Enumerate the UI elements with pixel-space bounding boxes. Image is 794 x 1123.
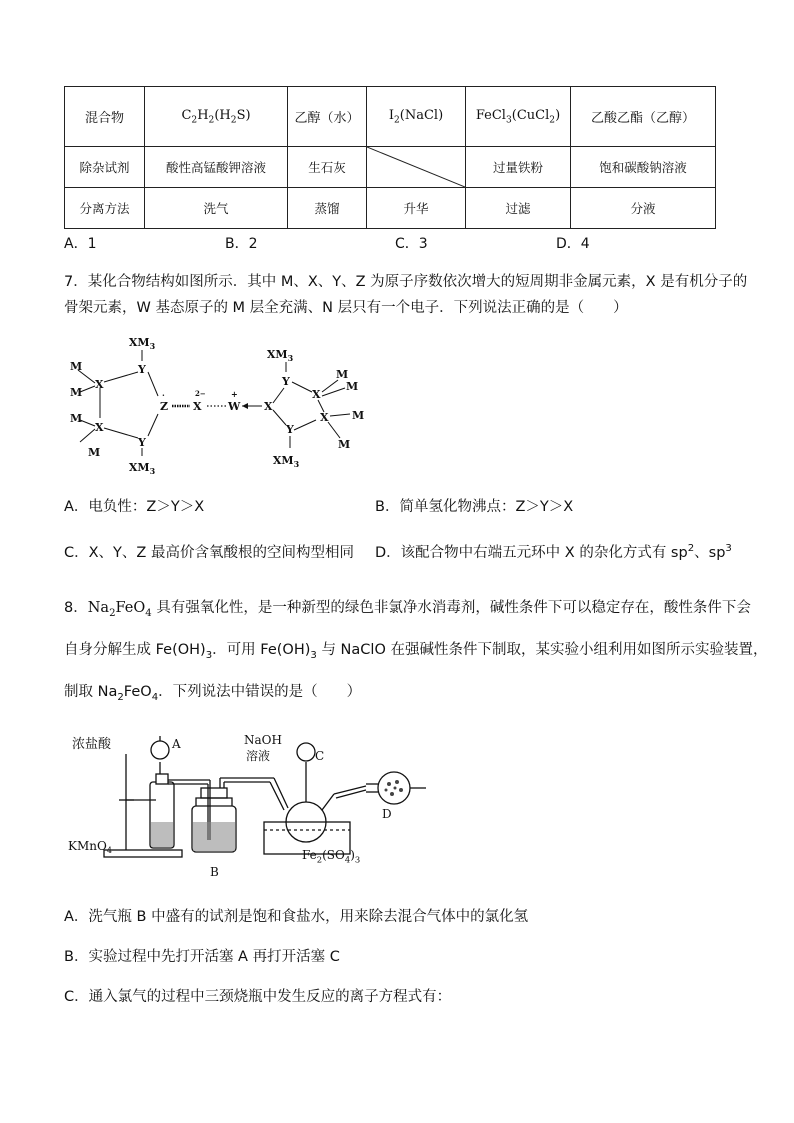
q8-stem-line3: 制取 $Na_2FeO_4$．下列说法中错误的是（ ） xyxy=(64,684,362,703)
label-b: B xyxy=(210,865,219,879)
q7-option-c[interactable]: C．X、Y、Z 最高价含氧酸根的空间构型相同 xyxy=(64,545,354,561)
table-cell: 分液 xyxy=(571,188,716,229)
option-d[interactable]: D．4 xyxy=(556,236,590,252)
atom-y: Y xyxy=(138,436,146,449)
q8-stem-line2: 自身分解生成 $Fe(OH)_3$．可用 $Fe(OH)_3$ 与 NaClO 在强碱性条件下制取，某实验小组利用如图所示实验装置， xyxy=(64,642,768,661)
row-head: 混合物 xyxy=(65,87,145,147)
table-cell: 酸性高锰酸钾溶液 xyxy=(145,147,288,188)
q8-option-b[interactable]: B．实验过程中先打开活塞 A 再打开活塞 C xyxy=(64,949,340,965)
label-d: D xyxy=(382,807,392,821)
atom-x: X xyxy=(312,388,321,401)
apparatus-diagram xyxy=(64,722,444,882)
xm3-label: $XM_3$ xyxy=(266,348,294,363)
q8-stem-line1: 8．$Na_2FeO_4$ 具有强氧化性，是一种新型的绿色非氯净水消毒剂，碱性条件下可以稳定存在，酸性条件下会 xyxy=(64,600,751,619)
table-cell: 升华 xyxy=(367,188,466,229)
mixture-table xyxy=(64,86,716,229)
q7-option-a[interactable]: A．电负性：Z＞Y＞X xyxy=(64,499,205,515)
table-row xyxy=(65,147,716,188)
table-cell: $I_2(NaCl)$ xyxy=(367,87,466,147)
table-cell: 乙醇（水） xyxy=(288,87,367,147)
atom-x: X xyxy=(320,411,329,424)
atom-m: M xyxy=(70,412,83,425)
atom-m: M xyxy=(336,368,349,381)
kmno4-label: KMnO$_4$ xyxy=(68,839,112,855)
diagonal-empty-cell xyxy=(367,147,466,188)
atom-m: M xyxy=(70,386,83,399)
table-cell: 生石灰 xyxy=(288,147,367,188)
q8-option-c[interactable]: C．通入氯气的过程中三颈烧瓶中发生反应的离子方程式有： xyxy=(64,989,452,1005)
row-head: 除杂试剂 xyxy=(65,147,145,188)
table-cell: FeCl$_3$(CuCl$_2$) xyxy=(466,87,571,147)
table-row xyxy=(65,188,716,229)
table-cell: 饱和碳酸钠溶液 xyxy=(571,147,716,188)
q7-stem-line1: 7．某化合物结构如图所示．其中 M、X、Y、Z 为原子序数依次增大的短周期非金属元素，X 是有机分子的 xyxy=(64,274,748,290)
table-cell: 过滤 xyxy=(466,188,571,229)
q8-option-a[interactable]: A．洗气瓶 B 中盛有的试剂是饱和食盐水，用来除去混合气体中的氯化氢 xyxy=(64,909,529,925)
atom-y: Y xyxy=(282,375,290,388)
atom-m: M xyxy=(352,409,365,422)
atom-z: Z xyxy=(160,400,169,413)
complex-structure-diagram xyxy=(60,328,380,478)
atom-m: M xyxy=(338,438,351,451)
atom-m: M xyxy=(70,360,83,373)
option-c[interactable]: C．3 xyxy=(395,236,428,252)
atom-m: M xyxy=(346,380,359,393)
solution-label: 溶液 xyxy=(246,749,271,763)
option-b[interactable]: B．2 xyxy=(225,236,258,252)
xm3-label: $XM_3$ xyxy=(272,454,300,469)
svg-text:·: · xyxy=(162,390,165,400)
q7-option-d[interactable]: D．该配合物中右端五元环中 X 的杂化方式有 $sp^2$、$sp^3$ xyxy=(375,543,732,561)
atom-x: X xyxy=(95,421,104,434)
q7-stem-line2: 骨架元素，W 基态原子的 M 层全充满、N 层只有一个电子．下列说法正确的是（ ） xyxy=(64,300,628,316)
atom-x: X xyxy=(95,378,104,391)
row-head: 分离方法 xyxy=(65,188,145,229)
fe2so43-label: $Fe_2(SO_4)_3$ xyxy=(302,848,361,865)
charge-label: 2− xyxy=(195,389,206,398)
table-cell: $C_2H_2(H_2S)$ xyxy=(145,87,288,147)
table-cell: 过量铁粉 xyxy=(466,147,571,188)
label-c: C xyxy=(315,749,325,763)
xm3-label: $XM_3$ xyxy=(128,336,156,351)
charge-label: + xyxy=(231,389,238,399)
option-a[interactable]: A．1 xyxy=(64,236,97,252)
atom-w: W xyxy=(228,400,241,413)
xm3-label: $XM_3$ xyxy=(128,461,156,476)
atom-y: Y xyxy=(138,363,146,376)
table-cell: 蒸馏 xyxy=(288,188,367,229)
hcl-label: 浓盐酸 xyxy=(72,737,112,752)
q7-option-b[interactable]: B．简单氢化物沸点：Z＞Y＞X xyxy=(375,499,574,515)
atom-y: Y xyxy=(286,423,294,436)
label-a: A xyxy=(172,737,181,751)
table-cell: 洗气 xyxy=(145,188,288,229)
table-cell: 乙酸乙酯（乙醇） xyxy=(571,87,716,147)
table-row xyxy=(65,87,716,147)
naoh-label: NaOH xyxy=(244,733,282,747)
atom-m: M xyxy=(88,446,101,459)
atom-x: X xyxy=(264,400,273,413)
atom-x: X xyxy=(193,400,202,413)
